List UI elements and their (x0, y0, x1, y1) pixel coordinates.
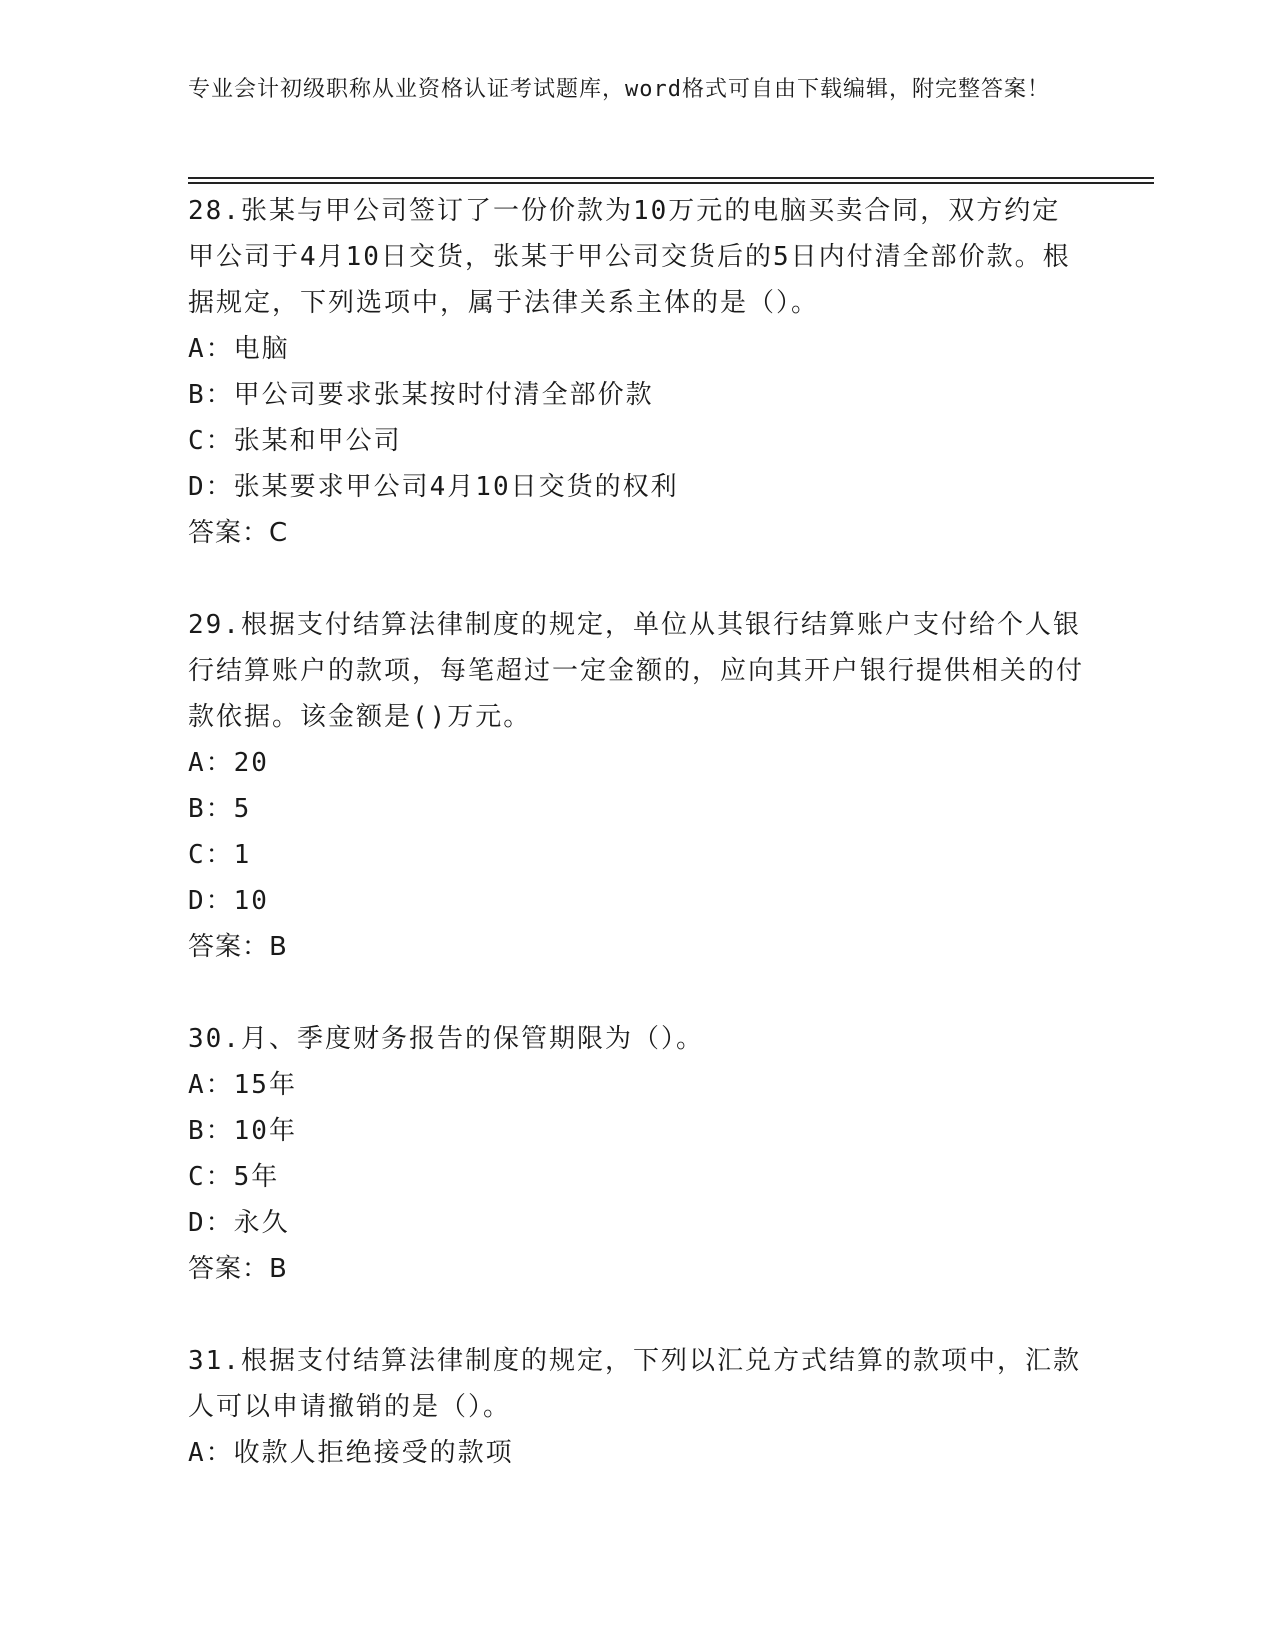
option-b: B：甲公司要求张某按时付清全部价款 (188, 380, 654, 410)
option-d: D：张某要求甲公司4月10日交货的权利 (188, 472, 679, 502)
option-b: B：10年 (188, 1116, 297, 1146)
question-stem: 29.根据支付结算法律制度的规定，单位从其银行结算账户支付给个人银行结算账户的款项，每笔超过一定金额的，应向其开户银行提供相关的付款依据。该金额是()万元。 (188, 610, 1085, 732)
question-31 (188, 1338, 1088, 1476)
document-header: 专业会计初级职称从业资格认证考试题库，word格式可自由下载编辑，附完整答案！ (188, 77, 1050, 102)
option-a: A：电脑 (188, 334, 290, 364)
option-d: D：永久 (188, 1208, 290, 1238)
answer-line: 答案：B (188, 932, 288, 962)
option-c: C：5年 (188, 1162, 280, 1192)
answer-line: 答案：B (188, 1254, 288, 1284)
header-divider-top (188, 177, 1154, 179)
option-c: C：张某和甲公司 (188, 426, 402, 456)
question-list (188, 188, 1088, 1522)
question-stem: 31.根据支付结算法律制度的规定，下列以汇兑方式结算的款项中，汇款人可以申请撤销的是（）。 (188, 1346, 1081, 1422)
option-a: A：20 (188, 748, 269, 778)
question-30 (188, 1016, 1088, 1292)
question-stem: 28.张某与甲公司签订了一份价款为10万元的电脑买卖合同，双方约定甲公司于4月10日交货，张某于甲公司交货后的5日内付清全部价款。根据规定，下列选项中，属于法律关系主体的是（）。 (188, 196, 1071, 318)
header-divider-bottom (188, 182, 1154, 184)
option-a: A：收款人拒绝接受的款项 (188, 1438, 514, 1468)
option-a: A：15年 (188, 1070, 297, 1100)
answer-line: 答案：C (188, 518, 289, 548)
option-c: C：1 (188, 840, 252, 870)
option-d: D：10 (188, 886, 269, 916)
question-stem: 30.月、季度财务报告的保管期限为（）。 (188, 1024, 704, 1054)
question-28 (188, 188, 1088, 556)
option-b: B：5 (188, 794, 252, 824)
question-29 (188, 602, 1088, 970)
